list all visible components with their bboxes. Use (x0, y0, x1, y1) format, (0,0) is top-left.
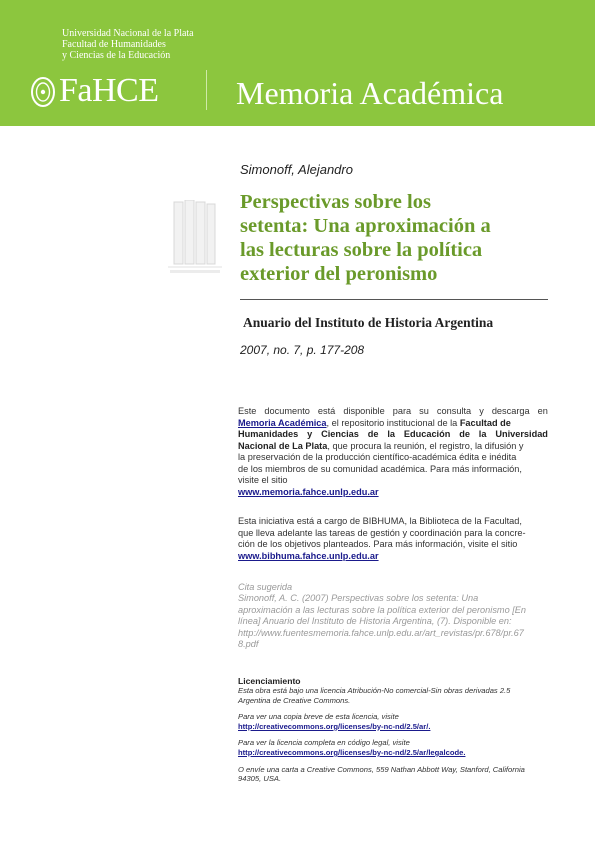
license-text: Esta obra está bajo una licencia Atribución-No comercial-Sin obras derivadas 2.5 (238, 686, 511, 695)
journal-volume: 2007, no. 7, p. 177-208 (240, 343, 365, 357)
license-full-label: Para ver la licencia completa en código legal, visite (238, 738, 410, 748)
memoria-url-link[interactable]: www.memoria.fahce.unlp.edu.ar (238, 486, 379, 497)
citation-label: Cita sugerida (238, 582, 293, 592)
license-full-link[interactable]: http://creativecommons.org/licenses/by-nc-nd/2.5/ar/legalcode. (238, 747, 466, 757)
fahce-logo[interactable]: FaHCE (59, 72, 159, 109)
license-mail-text: O envíe una carta a Creative Commons, 559 Nathan Abbott Way, Stanford, California (238, 764, 525, 774)
info-line: Nacional de La Plata, que procura la reunión, el registro, la difusión y (238, 440, 524, 451)
title-divider (240, 299, 548, 300)
info-line: que lleva adelante las tareas de gestión y coordinación para la concre- (238, 527, 526, 538)
article-title: Perspectivas sobre los setenta: Una aproximación a las lecturas sobre la política exterior del peronismo (240, 191, 491, 285)
citation-line: aproximación a las lecturas sobre la política exterior del peronismo [En (238, 604, 527, 615)
info-line: Esta iniciativa está a cargo de BIBHUMA, la Biblioteca de la Facultad, (238, 516, 522, 526)
info-line: Memoria Académica, el repositorio institucional de la Facultad de (238, 417, 511, 428)
memoria-academica-link[interactable]: Memoria Académica (238, 417, 327, 428)
info-line: de los miembros de su comunidad académica. Para más información, (238, 463, 522, 474)
bibhuma-books-icon (166, 200, 226, 280)
repository-name[interactable]: Memoria Académica (236, 75, 504, 111)
license-text: Argentina de Creative Commons. (238, 695, 351, 705)
citation-line[interactable]: http://www.fuentesmemoria.fahce.unlp.edu.ar/art_revistas/pr.678/pr.67 (238, 627, 524, 638)
citation-line[interactable]: 8.pdf (238, 639, 259, 650)
repository-info (238, 406, 548, 498)
header-banner (0, 0, 595, 126)
university-seal-icon (30, 76, 56, 108)
header-divider (206, 70, 207, 110)
article-author: Simonoff, Alejandro (240, 162, 353, 177)
journal-name: Anuario del Instituto de Historia Argentina (243, 315, 494, 330)
info-line: ción de los objetivos planteados. Para más información, visite el sitio (238, 539, 518, 549)
license-brief-link[interactable]: http://creativecommons.org/licenses/by-nc-nd/2.5/ar/. (238, 721, 431, 731)
license-mail-text: 94305, USA. (238, 774, 282, 784)
license-section (238, 676, 558, 784)
citation-line: línea] Anuario del Instituto de Historia Argentina, (7). Disponible en: (238, 616, 512, 627)
citation-line: Simonoff, A. C. (2007) Perspectivas sobre los setenta: Una (238, 593, 479, 604)
info-line: Humanidades y Ciencias de la Educación de la Universidad (238, 429, 548, 439)
bibhuma-info (238, 516, 548, 562)
suggested-citation (238, 582, 548, 650)
info-line: visite el sitio (238, 475, 288, 485)
bibhuma-url-link[interactable]: www.bibhuma.fahce.unlp.edu.ar (238, 550, 379, 561)
info-line: la preservación de la producción científico-académica édita e inédita (238, 452, 517, 462)
university-name: Universidad Nacional de la Plata Facultad de Humanidades y Ciencias de la Educación (62, 28, 194, 61)
info-line: Este documento está disponible para su consulta y descarga en (238, 406, 548, 416)
license-heading: Licenciamiento (238, 676, 301, 686)
license-brief-label: Para ver una copia breve de esta licencia, visite (238, 712, 399, 722)
